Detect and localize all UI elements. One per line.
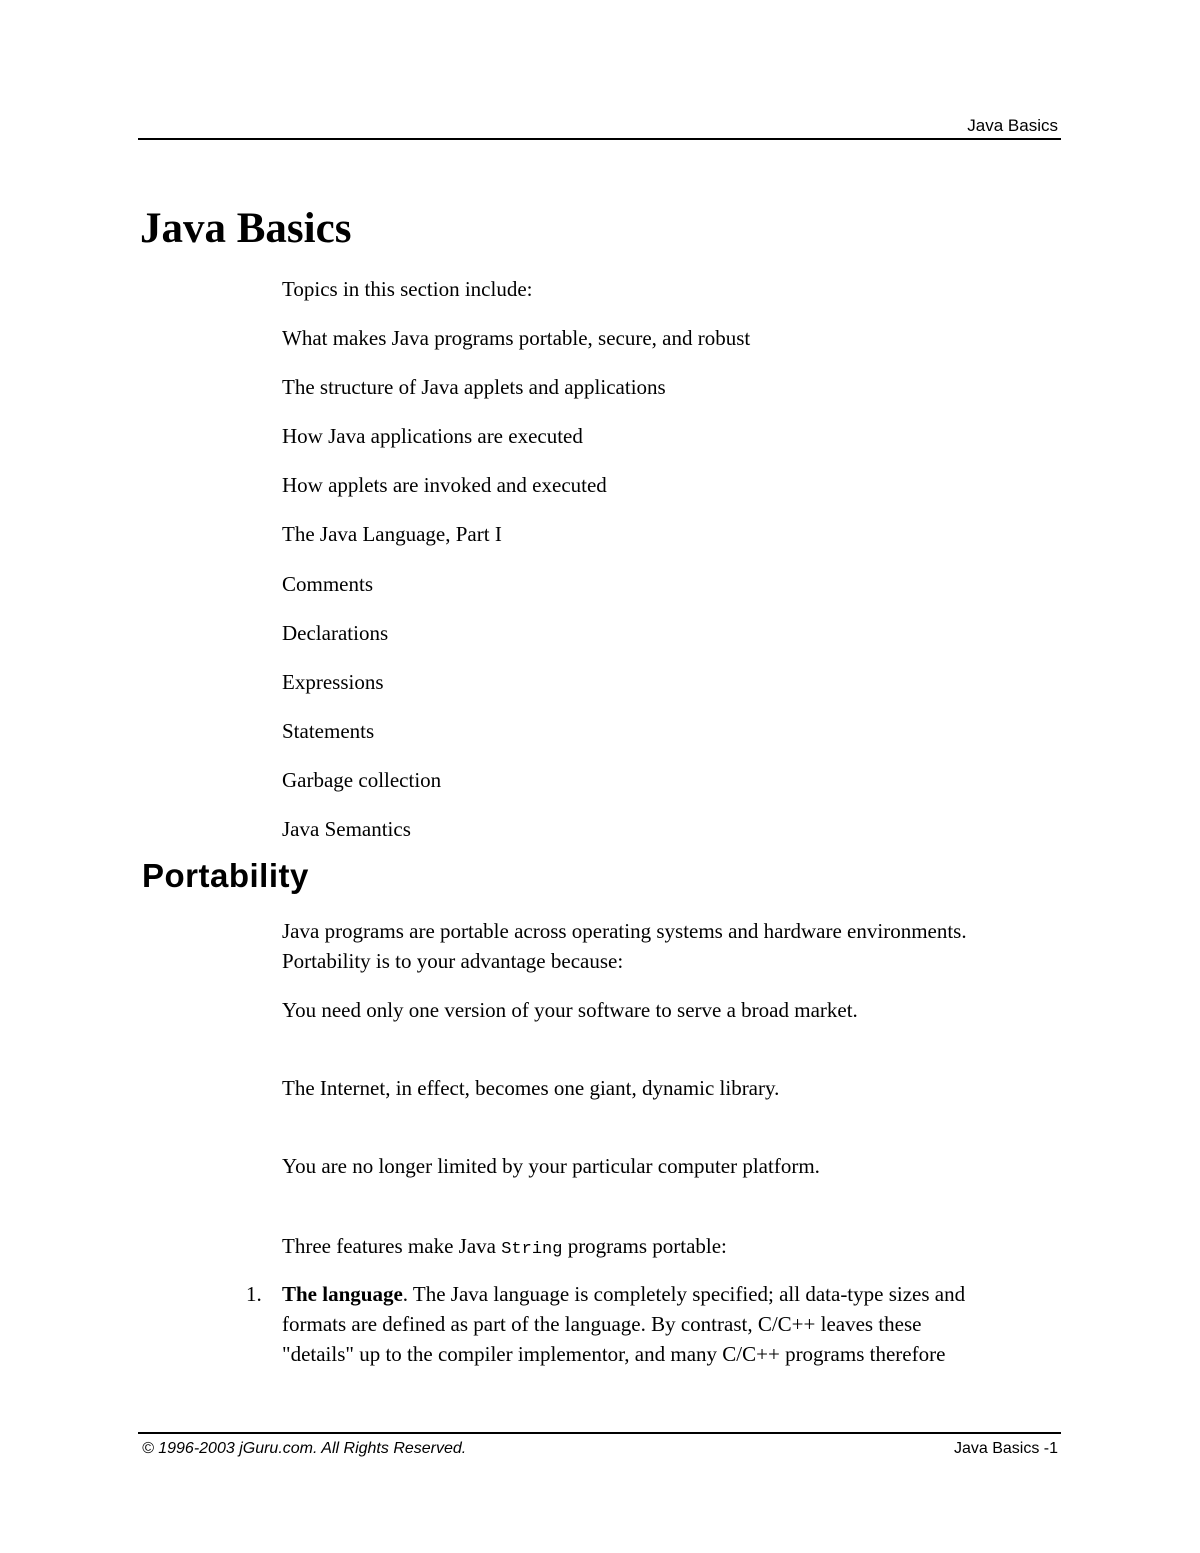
benefit-item: The Internet, in effect, becomes one giant, dynamic library. [282,1076,780,1100]
footer-rule [138,1432,1061,1434]
intro-line: Java programs are portable across operating systems and hardware environments. [282,919,967,943]
intro-line: Portability is to your advantage because: [282,949,624,973]
topic-item: Statements [282,718,375,743]
topic-item: The Java Language, Part I [282,522,502,547]
topic-item: Expressions [282,669,384,694]
page-title: Java Basics [140,205,352,252]
numbered-item [282,1279,1072,1369]
topic-item: What makes Java programs portable, secure, and robust [282,326,751,351]
benefit-item: You are no longer limited by your particular computer platform. [282,1154,820,1178]
topic-item: How applets are invoked and executed [282,473,607,498]
features-sentence [282,1231,1072,1265]
topic-item: Comments [282,571,374,596]
portability-intro [282,916,1072,976]
topic-item: How Java applications are executed [282,424,583,449]
footer-page-label: Java Basics -1 [953,1440,1058,1457]
running-header: Java Basics [967,116,1058,135]
item-text: . The Java language is completely specified; all data-type sizes and [402,1282,966,1306]
inline-code: String [501,1240,563,1259]
header-rule [138,138,1061,140]
benefit-item: You need only one version of your software to serve a broad market. [282,998,858,1022]
footer-copyright: © 1996-2003 jGuru.com. All Rights Reserved. [142,1440,467,1457]
item-text: formats are defined as part of the language. By contrast, C/C++ leaves these [282,1312,922,1336]
item-term: The language [282,1282,403,1306]
topic-item: Java Semantics [282,817,411,842]
features-text: programs portable: [562,1234,727,1258]
topics-list [282,275,750,864]
list-number: 1. [246,1282,262,1306]
item-text: "details" up to the compiler implementor, and many C/C++ programs therefore [282,1342,946,1366]
section-heading: Portability [142,857,309,894]
topic-item: The structure of Java applets and applications [282,375,666,400]
topic-item: Garbage collection [282,767,442,792]
topic-item: Declarations [282,620,389,645]
features-text: Three features make Java [282,1234,502,1258]
topics-intro: Topics in this section include: [282,277,533,301]
